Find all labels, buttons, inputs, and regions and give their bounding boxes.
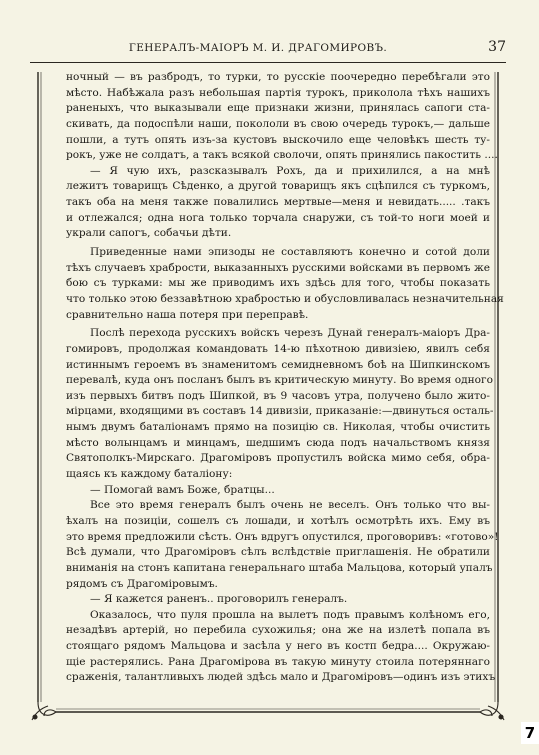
text-line: — Я кажется раненъ.. проговорилъ генералъ. (90, 593, 348, 606)
text-line: — Помогай вамъ Боже, братцы... (90, 483, 275, 496)
text-line: мірцами, входящими въ составъ 14 дивизіи, приказаніе:—двинуться осталь- (66, 405, 494, 418)
text-line: тѣхъ случаевъ храбрости, выказанныхъ русскими войсками въ первомъ же (66, 261, 490, 274)
text-line: Святополкъ-Мирскаго. Драгоміровъ пропустилъ войска мимо себя, обра- (66, 452, 490, 465)
text-line: мѣсто. Набѣжала разъ небольшая партія турокъ, приколола тѣхъ нашихъ (66, 86, 490, 99)
text-line: украли сапогъ, собачьи дѣти. (66, 227, 232, 240)
running-title: ГЕНЕРАЛЪ-МАІОРЪ М. И. ДРАГОМИРОВЪ. (128, 42, 388, 54)
corner-badge: 7 (521, 722, 539, 744)
text-line: Всѣ думали, что Драгоміровъ сѣлъ вслѣдствіе приглашенія. Не обратили (66, 546, 490, 559)
text-line: незадѣвъ артерій, но перебила сухожилья; она же на излетѣ попала въ (66, 624, 490, 637)
text-line: ночный — въ разбродъ, то турки, то русскіе поочередно перебѣгали это (66, 71, 490, 83)
text-line: перевалѣ, куда онъ посланъ былъ въ критическую минуту. Во время одного (66, 374, 493, 387)
header-rule (30, 62, 506, 63)
text-line: раненыхъ, что выказывали еще признаки жизни, принялась сапоги ста- (66, 102, 490, 115)
text-line: нымъ двумъ баталіонамъ прямо на позицію св. Николая, чтобы очистить (66, 421, 490, 434)
text-line: пошли, а тутъ опять изъ-за кустовъ выскочило еще человѣкъ шесть ту- (66, 133, 490, 146)
text-line: гомировъ, продолжая командовать 14-ю пѣхотною дивизіею, явилъ себя (66, 342, 490, 355)
text-line: мѣсто волынцамъ и минцамъ, шедшимъ сюда подъ начальствомъ князя (66, 436, 490, 449)
text-line: такъ оба на меня также повалились мертвые—меня и невидать..... .такъ (66, 196, 490, 209)
text-line: изъ первыхъ битвъ подъ Шипкой, въ 9 часовъ утра, получено было жито- (66, 389, 490, 402)
page-number: 37 (488, 39, 506, 55)
text-line: сраженія, талантливыхъ людей здѣсь мало и Драгоміровъ—одинъ изъ этихъ (66, 671, 496, 684)
text-line: рядомъ съ Драгоміровымъ. (66, 577, 218, 590)
text-line: — Я чую ихъ, разсказывалъ Рохъ, да и прихилился, а на мнѣ (90, 164, 490, 177)
text-line: рокъ, уже не солдатъ, а такъ всякой сволочи, опять принялись пакостить .... (66, 149, 498, 162)
body-text (66, 70, 504, 686)
text-line: щаясь къ каждому баталіону: (66, 468, 233, 481)
ornamental-corner-icon (32, 702, 504, 720)
text-line: лежитъ товарищъ Сѣденко, а другой товарищъ якъ сцѣпился съ туркомъ, (66, 180, 490, 193)
text-line: бою съ турками: мы же приводимъ ихъ здѣсь для того, чтобы показать (66, 277, 490, 290)
text-line: сравнительно наша потеря при переправѣ. (66, 308, 309, 321)
page-header (30, 38, 506, 62)
text-line: Послѣ перехода русскихъ войскъ черезъ Дунай генералъ-маіоръ Дра- (90, 327, 490, 340)
text-line: истиннымъ героемъ въ знаменитомъ семидневномъ боѣ на Шипкинскомъ (66, 358, 490, 371)
text-line: Все это время генералъ былъ очень не веселъ. Онъ только что вы- (90, 499, 490, 512)
text-line: стоящаго рядомъ Мальцова и засѣла у него въ костп бедра.... Окружаю- (66, 640, 490, 653)
text-line: щіе растерялись. Рана Драгомірова въ такую минуту стоила потеряннаго (66, 655, 490, 668)
text-line: ѣхалъ на позиціи, сошелъ съ лошади, и хотѣлъ осмотрѣть ихъ. Ему въ (66, 514, 490, 527)
text-line: Приведенные нами эпизоды не составляютъ конечно и сотой доли (90, 246, 490, 259)
text-line: что только этою беззавѣтною храбростью и обусловливалась незначительная (66, 292, 504, 305)
text-line: и отлежался; одна нога только торчала снаружи, съ той-то ноги моей и (66, 211, 490, 224)
text-line: Оказалось, что пуля прошла на вылетъ подъ правымъ колѣномъ его, (90, 608, 490, 621)
text-line: вниманія на стонъ капитана генеральнаго штаба Мальцова, который упалъ (66, 561, 493, 574)
text-line: скивать, да подоспѣли наши, покололи въ свою очередь турокъ,— дальше (66, 117, 490, 130)
text-line: это время предложили сѣсть. Онъ вдругъ опустился, проговоривъ: «готово»! (66, 530, 499, 543)
